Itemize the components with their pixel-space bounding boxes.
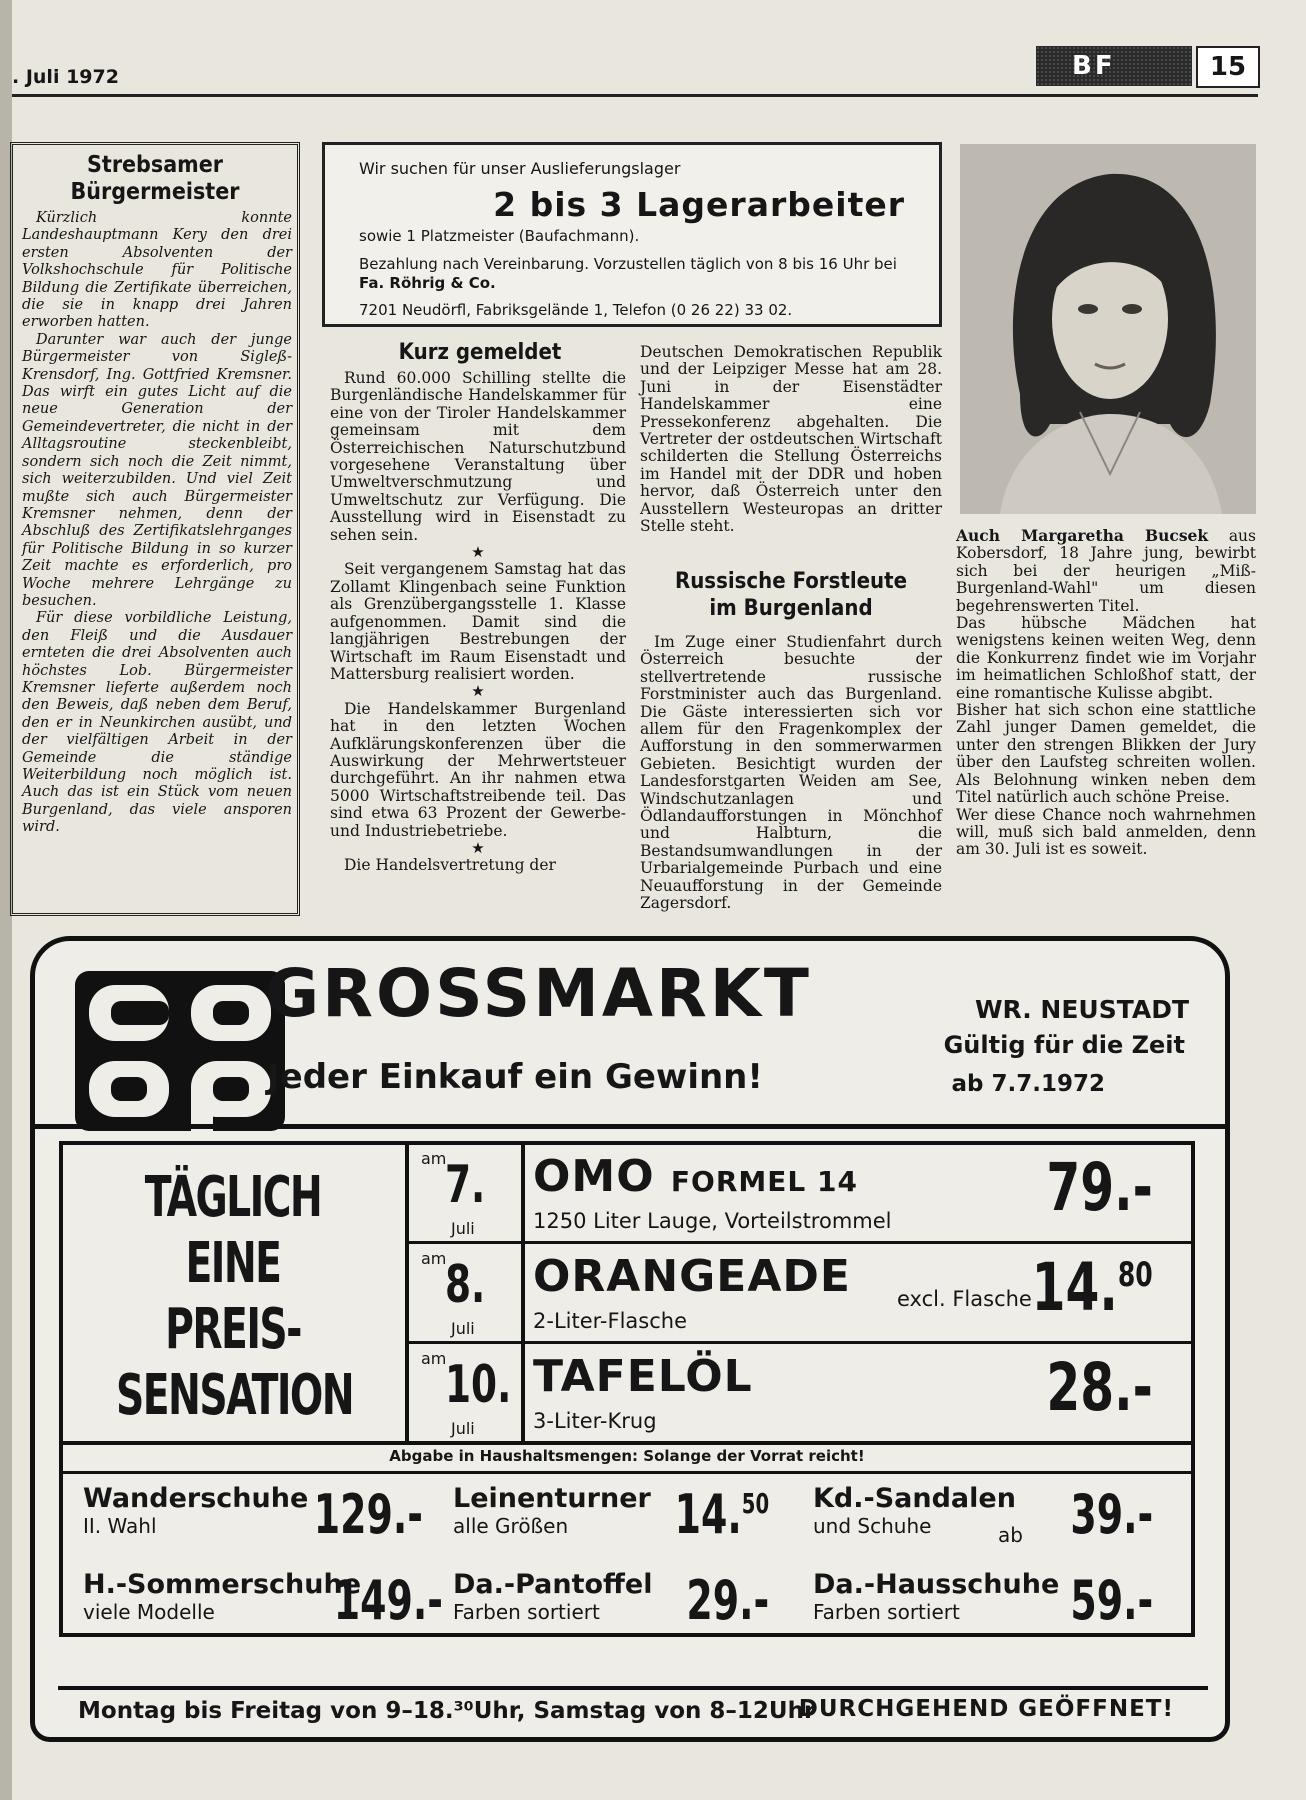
deal-day: 7. (445, 1155, 486, 1215)
paragraph: Darunter war auch der junge Bürgermeister von Sigleß-Krensdorf, Ing. Gottfried Kremsner. Das wirft ein gutes Licht auf die neue Generation der Gemeindevertreter, die nicht in der Alltagsroutine steckenbleibt, sondern sich noch die Zeit nimmt, sich weiterzubilden. Und viel Zeit mußte sich auch Bürgermeister Kremsner nehmen, denn der Abschluß des Zertifikatslehrganges für Politische Bildung in so kurzer Zeit machte es erforderlich, pro Woche mehrere Lehrgänge zu besuchen. (22, 331, 292, 609)
shoe-offer (83, 1483, 443, 1546)
opening-hours (58, 1686, 1208, 1730)
shoe-name: H.-Sommerschuhe (83, 1569, 362, 1600)
paragraph: Wer diese Chance noch wahrnehmen will, muß sich bald anmelden, denn am 30. Juli ist es soweit. (956, 805, 1256, 859)
caption-name: Auch Margaretha Bucsek (956, 526, 1209, 545)
article-body-kurz-gemeldet (330, 370, 626, 875)
shoe-price: 29.- (686, 1569, 769, 1632)
shoe-name: Wanderschuhe (83, 1483, 309, 1514)
coop-divider (35, 1124, 1225, 1129)
paragraph: Deutschen Demokratischen Republik und der Leipziger Messe hat am 28. Juni in der Eisenstädter Handelskammer eine Pressekonferenz abgehalten. Die Vertreter der ostdeutschen Wirtschaft schilderten die Stellung Österreichs im Handel mit der DDR und hoben hervor, daß Österreich unter den Ausstellern Westeuropas an dritter Stelle steht. (640, 343, 942, 536)
coop-validity: Gültig für die Zeit (943, 1031, 1185, 1059)
article-body-forstleute (640, 634, 942, 913)
shoe-price (675, 1483, 769, 1546)
shoe-name: Da.-Pantoffel (453, 1569, 653, 1600)
deal-price-main: 28.- (1046, 1349, 1153, 1426)
job-ad-terms-text: Bezahlung nach Vereinbarung. Vorzustellen täglich von 8 bis 16 Uhr bei (359, 255, 897, 273)
deal-description: 1250 Liter Lauge, Vorteilstrommel (533, 1209, 892, 1233)
deal-divider (405, 1341, 1191, 1344)
deal-divider (405, 1241, 1191, 1244)
article-title-strebsamer (12, 152, 298, 206)
title-line: Bürgermeister (70, 179, 240, 205)
shoe-price: 149.- (333, 1569, 443, 1632)
deal-am: am (421, 1349, 447, 1368)
daily-line: EINE (185, 1231, 281, 1296)
shoe-price-prefix: ab (998, 1523, 1023, 1547)
coop-logo (75, 971, 285, 1131)
deal-day: 10. (445, 1355, 512, 1415)
page-number: 15 (1196, 46, 1260, 88)
paragraph: Für diese vorbildliche Leistung, den Fleiß und die Ausdauer ernteten die drei Absolventen auch höchstes Lob. Bürgermeister Kremsner lieferte außerdem noch den Beweis, daß neben dem Beruf, den er in Neunkirchen ausübt, und der vielfältigen Arbeit in der Gemeinde die ständige Weiterbildung noch möglich ist. Auch das ist ein Stück vom neuen Burgenland, das viele ansporen wird. (22, 610, 292, 836)
deal-am: am (421, 1149, 447, 1168)
purchase-limit-note: Abgabe in Haushaltsmengen: Solange der Vorrat reicht! (389, 1447, 865, 1465)
shoe-offer (813, 1569, 1173, 1632)
paragraph: Bisher hat sich schon eine stattliche Zahl junger Damen gemeldet, die unter den strengen Blikken der Jury über den Laufsteg schreiten wollen. Als Belohnung winken neben dem Titel natürlich auch schöne Preise. (956, 701, 1256, 807)
open-continuously: DURCHGEHEND GEÖFFNET! (798, 1696, 1174, 1722)
paragraph: Das hübsche Mädchen hat wenigstens keinen weiten Weg, denn die Konkurrenz findet wie im Vorjahr im heimatlichen Schloßhof statt, der eine romantische Kulisse abgibt. (956, 614, 1256, 702)
portrait-illustration (960, 144, 1256, 514)
job-ad-line2: sowie 1 Platzmeister (Baufachmann). (359, 227, 640, 245)
shoe-price: 39.- (1070, 1483, 1153, 1546)
coop-slogan: Jeder Einkauf ein Gewinn! (267, 1057, 763, 1097)
star-separator: ★ (471, 682, 485, 701)
daily-line: PREIS- (165, 1297, 301, 1362)
deal-name-text: OMO (533, 1151, 655, 1202)
deal-name: ORANGEADE (533, 1251, 851, 1302)
shoe-description: Farben sortiert (813, 1600, 960, 1624)
job-ad-headline: 2 bis 3 Lagerarbeiter (493, 185, 905, 224)
coop-advertisement (30, 936, 1230, 1742)
coop-city: WR. NEUSTADT (974, 995, 1189, 1024)
deal-description: 2-Liter-Flasche (533, 1309, 687, 1333)
shoe-description: viele Modelle (83, 1600, 215, 1624)
title-line: im Burgenland (709, 596, 873, 621)
paragraph (956, 527, 1256, 615)
deal-extra: excl. Flasche (897, 1287, 1032, 1311)
deal-am: am (421, 1249, 447, 1268)
article-body-strebsamer (22, 210, 292, 837)
portrait-photo (960, 144, 1256, 514)
paragraph: Die Handelsvertretung der (344, 856, 556, 875)
star-separator: ★ (471, 543, 485, 562)
shoe-price: 129.- (313, 1483, 423, 1546)
deal-divider (63, 1441, 1191, 1445)
daily-line: TÄGLICH (144, 1165, 322, 1230)
job-ad-address: 7201 Neudörfl, Fabriksgelände 1, Telefon (0 26 22) 33 02. (359, 301, 793, 319)
shoe-name: Kd.-Sandalen (813, 1483, 1016, 1514)
shoe-divider (63, 1471, 1191, 1474)
opening-hours-text: Montag bis Freitag von 9–18.³⁰Uhr, Samstag von 8–12Uhr (78, 1698, 816, 1724)
deal-name (533, 1151, 858, 1202)
deal-divider (405, 1145, 409, 1441)
shoe-name: Leinenturner (453, 1483, 651, 1514)
shoe-offer (453, 1483, 813, 1546)
deal-month: Juli (451, 1219, 475, 1238)
job-ad-company: Fa. Röhrig & Co. (359, 274, 496, 292)
article-title-forstleute (640, 568, 942, 622)
shoe-description: II. Wahl (83, 1514, 157, 1538)
article-body-miss-burgenland (956, 527, 1256, 859)
paragraph: Kürzlich konnte Landeshauptmann Kery den drei ersten Absolventen der Volkshochschule für Politische Bildung die Zertifikate überreichen, die sie in knapp drei Jahren erworben hatten. (22, 210, 292, 331)
header-badge-label: BF (1072, 51, 1116, 81)
star-separator: ★ (471, 838, 485, 857)
deal-price-cents: 80 (1118, 1255, 1153, 1295)
shoe-description: und Schuhe (813, 1514, 932, 1538)
daily-line: SENSATION (116, 1363, 354, 1428)
deal-description: 3-Liter-Krug (533, 1409, 657, 1433)
shoe-price: 59.- (1070, 1569, 1153, 1632)
shoe-price-main: 14. (674, 1483, 742, 1546)
shoe-description: Farben sortiert (453, 1600, 600, 1624)
caption-text: aus Kobersdorf, 18 Jahre jung, bewirbt sich bei der heurigen „Miß-Burgenland-Wahl" um diesen begehrenswerten Titel. (956, 527, 1256, 615)
deal-day: 8. (445, 1255, 486, 1315)
deal-price-main: 79.- (1046, 1149, 1153, 1226)
deal-formula: FORMEL 14 (670, 1165, 858, 1198)
title-line: Strebsamer (87, 152, 223, 178)
deal-month: Juli (451, 1319, 475, 1338)
deal-price (1032, 1249, 1153, 1326)
job-ad-terms (359, 255, 919, 293)
deal-name: TAFELÖL (533, 1351, 753, 1402)
coop-title: GROSSMARKT (265, 955, 812, 1032)
article-body-kurz-gemeldet-continued (640, 344, 942, 535)
shoe-offer (453, 1569, 813, 1632)
deal-divider (521, 1145, 525, 1441)
daily-deals-box (59, 1141, 1195, 1637)
paragraph: Rund 60.000 Schilling stellte die Burgenländische Handelskammer für eine von der Tiroler Handelskammer gemeinsam mit dem Österreichischen Naturschutzbund vorgesehene Veranstaltung über Umweltverschmutzung und Umweltschutz zur Verfügung. Die Ausstellung wird in Eisenstadt zu sehen sein. (330, 369, 626, 544)
article-title-kurz-gemeldet: Kurz gemeldet (398, 340, 562, 365)
coop-valid-from: ab 7.7.1972 (951, 1071, 1105, 1097)
daily-sensation-label (116, 1165, 354, 1429)
header-date: . Juli 1972 (12, 66, 119, 88)
paragraph: Seit vergangenem Samstag hat das Zollamt Klingenbach seine Funktion als Grenzübergangsstelle 1. Klasse aufgenommen. Damit sind die langjährigen Bestrebungen der Wirtschaft im Raum Eisenstadt und Mattersburg realisiert worden. (330, 560, 626, 683)
title-line: Russische Forstleute (674, 569, 908, 594)
shoe-offer (813, 1483, 1173, 1547)
job-advertisement (322, 142, 942, 327)
shoe-offer (83, 1569, 443, 1632)
shoe-name: Da.-Hausschuhe (813, 1569, 1060, 1600)
deal-month: Juli (451, 1419, 475, 1438)
shoe-price-cents: 50 (741, 1487, 769, 1520)
header-badge (1036, 46, 1192, 86)
paragraph: Im Zuge einer Studienfahrt durch Österreich besuchte der stellvertretende russische Forstminister auch das Burgenland. Die Gäste interessierten sich vor allem für den Fragenkomplex der Aufforstung in den sommerwarmen Gebieten. Besichtigt wurden der Landesforstgarten Weiden am See, Windschutzanlagen und Ödlandaufforstungen in Mönchhof und Halbturn, die Bestandsumwandlungen in der Urbarialgemeinde Purbach und eine Neuaufforstung in der Gemeinde Zagersdorf. (640, 633, 942, 913)
paragraph: Die Handelskammer Burgenland hat in den letzten Wochen Aufklärungskonferenzen über die Auswirkung der Mehrwertsteuer durchgeführt. An ihr nahmen etwa 5000 Wirtschaftstreibende teil. Das sind etwa 63 Prozent der Gewerbe- und Industriebetriebe. (330, 699, 626, 840)
shoe-description: alle Größen (453, 1514, 569, 1538)
deal-price (1047, 1149, 1153, 1226)
deal-price (1047, 1349, 1153, 1426)
header-rule (12, 94, 1258, 97)
job-ad-intro: Wir suchen für unser Auslieferungslager (359, 159, 681, 178)
deal-price-main: 14. (1031, 1249, 1119, 1326)
